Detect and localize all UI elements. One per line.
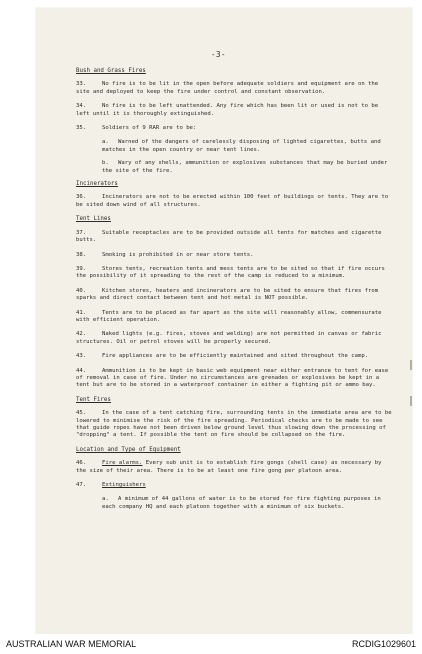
paragraph-text: Smoking is prohibited in or near store tents.: [102, 251, 254, 258]
section-heading: Location and Type of Equipment: [76, 446, 181, 453]
paragraph-number: 42.: [76, 331, 87, 338]
paragraph-number: 40.: [76, 287, 87, 294]
paragraph-number: 39.: [76, 265, 87, 272]
paragraph: [76, 288, 392, 303]
paragraph-number: 35.: [76, 125, 87, 132]
section-heading: Tent Fires: [76, 396, 111, 403]
paragraph: [76, 368, 392, 390]
paragraph-lead: Fire alarms.: [102, 460, 143, 467]
paragraph-text: Ammunition is to be kept in basic web equipment near either entrance to tent for ease of removal in case of fire. Under no circumstances are grenades or explosives be kept in a tent but are to be stored in a waterproof container in either a fighting pit or ammo bay.: [76, 367, 389, 389]
paragraph-text: Stores tents, recreation tents and mess tents are to be sited so that if fire occurs the possibility of it spreading to the rest of the camp is reduced to a minimum.: [76, 265, 385, 280]
paragraph-number: 47.: [76, 482, 87, 489]
footer-source: AUSTRALIAN WAR MEMORIAL: [6, 639, 137, 649]
paragraph: [76, 266, 392, 281]
sub-paragraph-text: A minimum of 44 gallons of water is to be stored for fire fighting purposes in each company HQ and each platoon together with a minimum of six buckets.: [102, 496, 381, 510]
paragraph-text: Naked lights (e.g. fires, stoves and welding) are not permitted in canvas or fabric structures. Oil or petrol stoves will be properly secured.: [76, 331, 382, 345]
paragraph: [76, 310, 392, 325]
paragraph: [76, 353, 392, 360]
paragraph-lead: Extinguishers: [102, 482, 146, 489]
section-heading: Incinerators: [76, 181, 118, 188]
page-edge-mark: [410, 396, 412, 406]
paragraph-number: 34.: [76, 103, 87, 110]
paragraph-number: 44.: [76, 367, 87, 374]
sub-paragraph: [102, 496, 392, 511]
paragraph: [76, 252, 392, 259]
section-heading: Bush and Grass Fires: [76, 68, 146, 74]
paragraph-number: 43.: [76, 353, 87, 360]
document-page: [36, 8, 412, 634]
paragraph-number: 37.: [76, 229, 87, 236]
sub-paragraph-text: Wary of any shells, ammunition or explosives substances that may be buried under the site of the fire.: [102, 160, 388, 174]
page-edge-mark: [410, 360, 412, 370]
paragraph-text: Incinerators are not to be erected within 100 feet of buildings or tents. They are to be sited down wind of all structures.: [76, 194, 389, 208]
paragraph-text: No fire is to be left unattended. Any fire which has been lit or used is not to be left until it is thoroughly extinguished.: [76, 103, 379, 117]
paragraph-number: 46.: [76, 460, 87, 467]
sub-paragraph-text: Warned of the dangers of carelessly disposing of lighted cigarettes, butts and matches in the open country or near tent lines.: [102, 139, 381, 153]
sub-paragraph-letter: b.: [102, 160, 109, 167]
paragraph-number: 45.: [76, 410, 87, 417]
section-heading: Tent Lines: [76, 216, 111, 223]
paragraph-text: Kitchen stores, heaters and incinerators are to be sited to ensure that fires from sparks and direct contact between tent and hot metal is NOT possible.: [76, 287, 379, 302]
paragraph-text: Tents are to be placed as far apart as the site will reasonably allow, commensurate with efficient operation.: [76, 309, 382, 323]
paragraph-number: 41.: [76, 309, 87, 316]
page-number: -3-: [211, 50, 227, 59]
paragraph: [76, 331, 392, 346]
paragraph: [76, 410, 392, 440]
paragraph: [76, 482, 392, 489]
paragraph-text: No fire is to be lit in the open before adequate soldiers and equipment are on the site and deployed to keep the fire under control and constant observation.: [76, 81, 379, 95]
paragraph-number: 33.: [76, 81, 87, 88]
footer-reference: RCDIG1029601: [351, 639, 416, 649]
document-body: [76, 68, 392, 517]
paragraph: [76, 194, 392, 209]
sub-paragraph: [102, 160, 392, 175]
paragraph: [76, 460, 392, 475]
paragraph-text: Soldiers of 9 RAR are to be:: [102, 125, 197, 132]
paragraph-text: Every sub unit is to establish fire gongs (shell case) as necessary by the size of their area. There is to be at least one fire gong per platoon area.: [76, 460, 382, 474]
paragraph-text: Fire appliances are to be efficiently maintained and sited throughout the camp.: [102, 353, 369, 360]
paragraph: [76, 81, 392, 96]
paragraph: [76, 103, 392, 118]
paragraph-text: Suitable receptacles are to be provided outside all tents for matches and cigarette butts.: [76, 229, 382, 244]
paragraph-number: 38.: [76, 251, 87, 258]
paragraph: [76, 230, 392, 245]
sub-paragraph: [102, 139, 392, 154]
sub-paragraph-letter: a.: [102, 139, 109, 146]
sub-paragraph-letter: a.: [102, 496, 109, 503]
paragraph: [76, 125, 392, 132]
paragraph-text: In the case of a tent catching fire, surrounding tents in the immediate area are to be lowered to minimise the risk of the fire spreading. Periodical checks are to be made to see that guide ropes have not been driven below ground level thus slowing down the processing of "dropping" a tent. If possible the tent on fire should be collapsed on the fire.: [76, 410, 392, 439]
paragraph-number: 36.: [76, 194, 87, 201]
archive-footer: [0, 634, 422, 654]
